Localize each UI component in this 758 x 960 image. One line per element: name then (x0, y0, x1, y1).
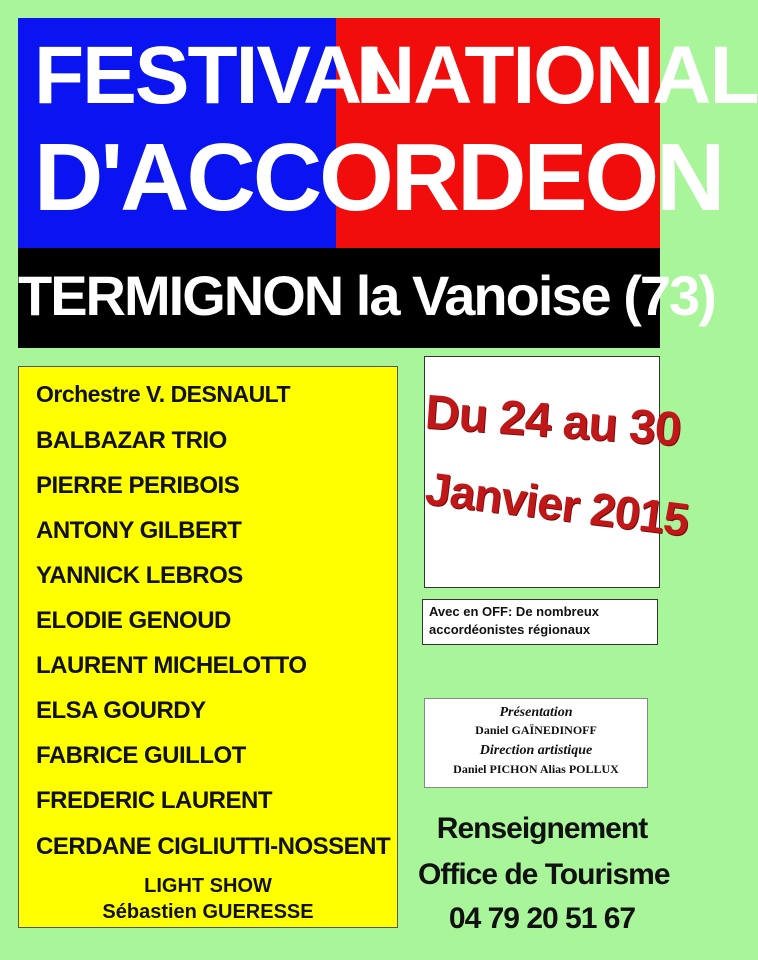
light-show-label: LIGHT SHOW (144, 875, 272, 897)
artist-item: BALBAZAR TRIO (36, 427, 227, 454)
title-word-festival: FESTIVAL (34, 30, 409, 121)
title-line-accordeon: D'ACCORDEON (34, 124, 723, 231)
artist-item: ELSA GOURDY (36, 697, 206, 724)
info-phone: 04 79 20 51 67 (448, 902, 636, 935)
title-word-national: NATIONAL (356, 30, 758, 121)
credits-box (424, 698, 648, 788)
artist-item: FABRICE GUILLOT (36, 742, 246, 769)
location-banner: TERMIGNON la Vanoise (73) (18, 248, 660, 348)
artist-item: PIERRE PERIBOIS (36, 472, 240, 499)
artist-item: Orchestre V. DESNAULT (36, 381, 291, 407)
info-office: Office de Tourisme (418, 858, 670, 891)
artist-item: CERDANE CIGLIUTTI-NOSSENT (36, 833, 391, 860)
festival-title-banner (18, 18, 758, 248)
artist-item: ELODIE GENOUD (36, 607, 231, 634)
artist-item: ANTONY GILBERT (36, 517, 242, 544)
presentation-label: Présentation (499, 705, 573, 720)
dates-line-2: Janvier 2015 (422, 461, 692, 546)
direction-name: Daniel PICHON Alias POLLUX (453, 762, 619, 776)
info-title: Renseignement (436, 812, 648, 845)
off-program-note: Avec en OFF: De nombreux accordéonistes régionaux (422, 599, 658, 645)
dates-box (422, 356, 692, 588)
direction-label: Direction artistique (479, 743, 593, 758)
title-line-1 (34, 28, 758, 124)
festival-title (18, 18, 758, 248)
presentation-name: Daniel GAÏNEDINOFF (475, 723, 597, 737)
artist-item: LAURENT MICHELOTTO (36, 652, 307, 679)
light-show-name: Sébastien GUERESSE (102, 901, 314, 923)
artists-list-box (18, 366, 398, 928)
artist-item: YANNICK LEBROS (36, 562, 243, 589)
artist-item: FREDERIC LAURENT (36, 787, 272, 814)
dates-line-1: Du 24 au 30 (423, 385, 683, 457)
